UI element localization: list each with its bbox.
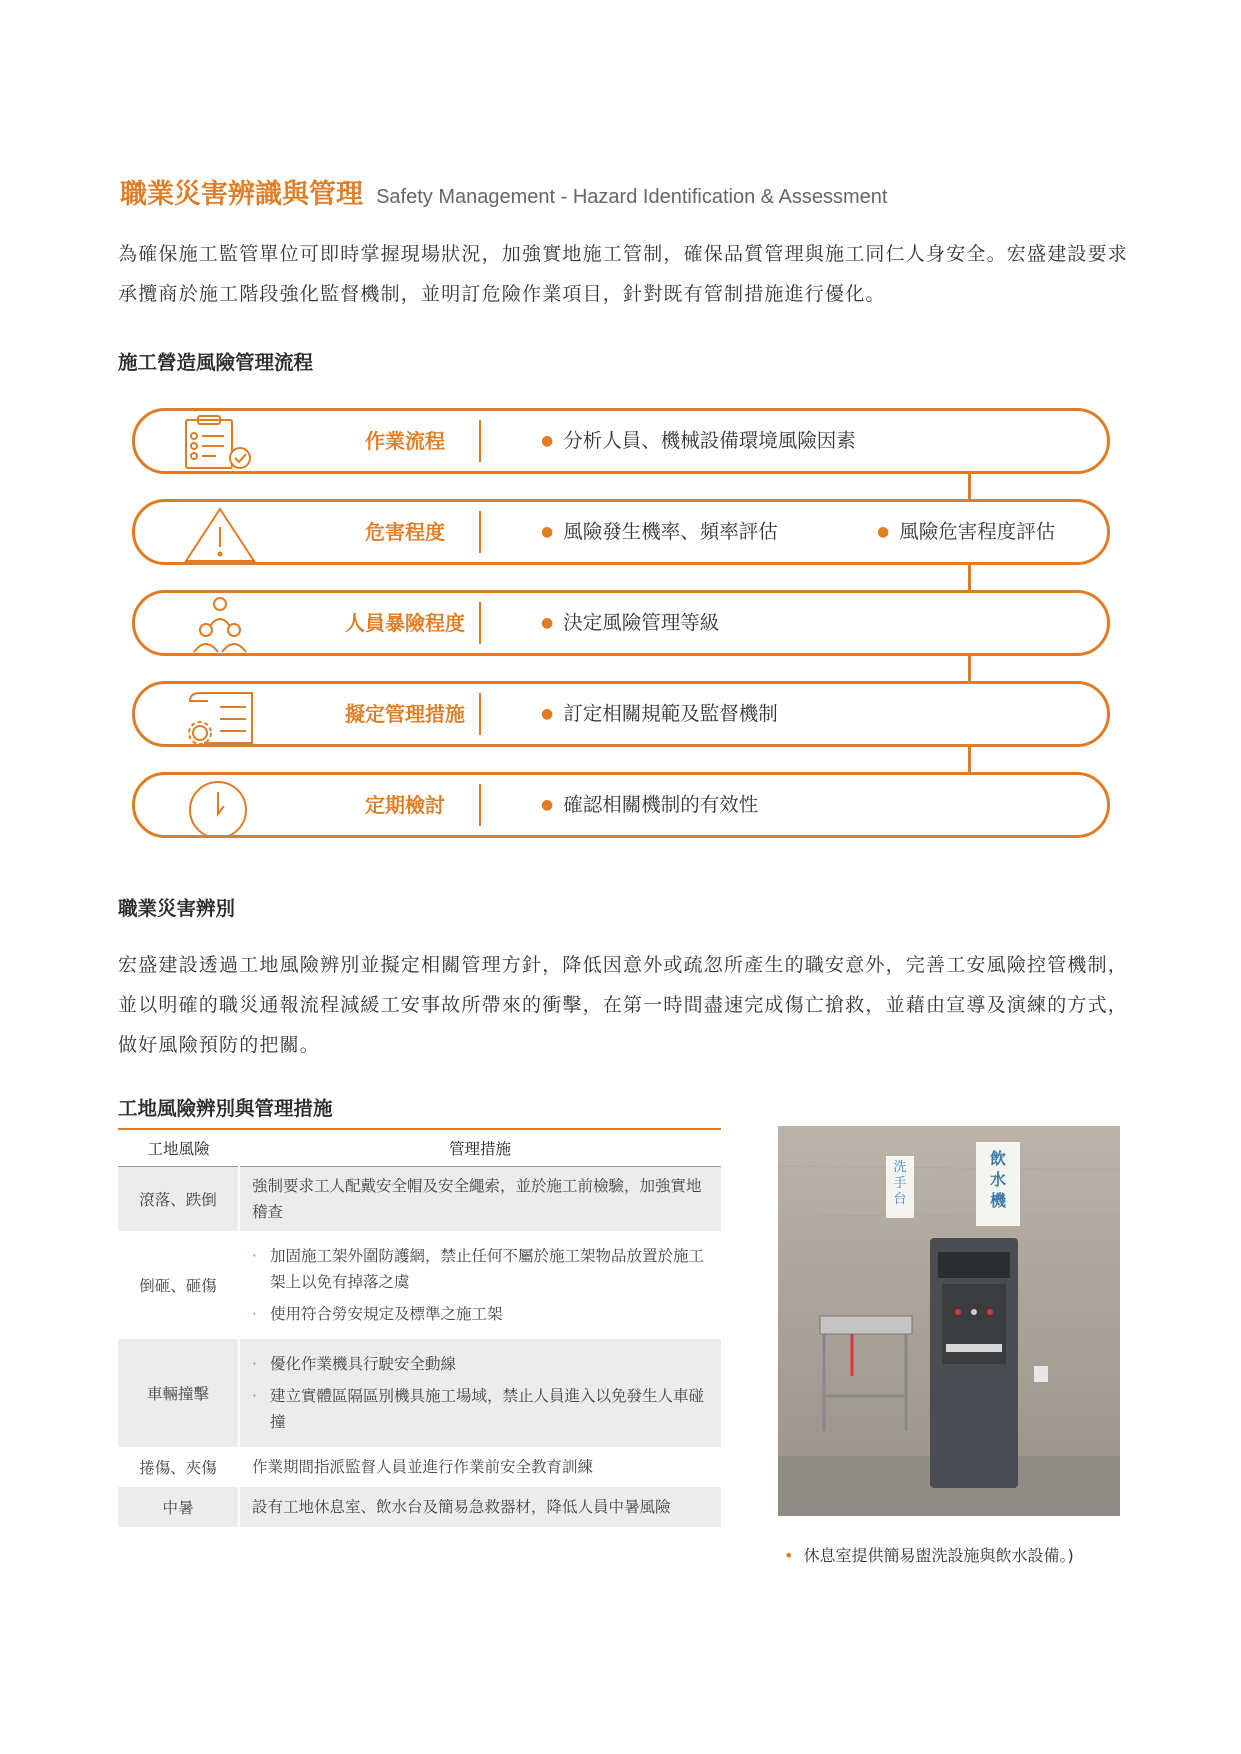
flow-step-item: ● 確認相關機制的有效性 bbox=[541, 793, 759, 816]
hazard-heading: 職業災害辨別 bbox=[118, 897, 236, 920]
flow-step-item: ● 訂定相關規範及監督機制 bbox=[541, 702, 778, 725]
flow-step-item: ● 決定風險管理等級 bbox=[541, 611, 720, 634]
measure-cell bbox=[239, 1339, 721, 1447]
flow-step-item: ● 分析人員、機械設備環境風險因素 bbox=[541, 429, 856, 452]
flow-divider bbox=[479, 420, 481, 462]
flow-step-label: 危害程度 bbox=[365, 520, 445, 544]
flow-step-label: 作業流程 bbox=[365, 429, 445, 453]
clock-icon bbox=[180, 778, 260, 836]
table-row bbox=[118, 1447, 721, 1487]
table-row bbox=[118, 1231, 721, 1339]
measure-cell: 強制要求工人配戴安全帽及安全繩索，並於施工前檢驗，加強實地稽查 bbox=[239, 1167, 721, 1232]
sign-handwash: 洗手台 bbox=[893, 1160, 907, 1207]
risk-cell: 捲傷、夾傷 bbox=[118, 1447, 239, 1487]
flow-divider bbox=[479, 602, 481, 644]
risk-cell: 中暑 bbox=[118, 1487, 239, 1527]
flow-divider bbox=[479, 511, 481, 553]
people-group-icon bbox=[180, 596, 260, 654]
measure-item: · 使用符合勞安規定及標準之施工架 bbox=[252, 1305, 503, 1323]
flow-step-label: 擬定管理措施 bbox=[345, 702, 465, 726]
measure-item: · 加固施工架外圍防護網，禁止任何不屬於施工架物品放置於施工架上以免有掉落之虞 bbox=[252, 1247, 705, 1291]
photo-caption: • 休息室提供簡易盥洗設施與飲水設備。) bbox=[784, 1546, 1074, 1565]
document-gear-icon bbox=[180, 687, 260, 745]
flow-connector bbox=[968, 654, 971, 682]
measure-cell: 設有工地休息室、飲水台及簡易急救器材，降低人員中暑風險 bbox=[239, 1487, 721, 1527]
column-header: 工地風險 bbox=[118, 1129, 239, 1167]
flow-step bbox=[132, 772, 1110, 838]
flow-step bbox=[132, 681, 1110, 747]
risk-cell: 倒砸、砸傷 bbox=[118, 1231, 239, 1339]
flow-connector bbox=[968, 745, 971, 773]
column-header: 管理措施 bbox=[239, 1129, 721, 1167]
table-header-row bbox=[118, 1129, 721, 1167]
rest-area-photo bbox=[778, 1126, 1120, 1516]
sign-water-dispenser: 飲水機 bbox=[989, 1149, 1006, 1210]
flow-step-item: ● 風險危害程度評估 bbox=[877, 520, 1056, 543]
flow-step-label: 人員暴險程度 bbox=[345, 611, 465, 635]
flow-step bbox=[132, 590, 1110, 656]
flow-connector bbox=[968, 472, 971, 500]
flow-step-item: ● 風險發生機率、頻率評估 bbox=[541, 520, 778, 543]
flow-heading: 施工營造風險管理流程 bbox=[118, 351, 314, 374]
measure-item: · 優化作業機具行駛安全動線 bbox=[252, 1355, 457, 1373]
title-english: Safety Management - Hazard Identification & Assessment bbox=[376, 186, 888, 208]
hazard-paragraph: 宏盛建設透過工地風險辨別並擬定相關管理方針，降低因意外或疏忽所產生的職安意外，完善工安風險控管機制，並以明確的職災通報流程減緩工安事故所帶來的衝擊，在第一時間盡速完成傷亡搶救，並藉由宣導及演練的方式，做好風險預防的把關。 bbox=[118, 954, 1129, 1056]
title-chinese: 職業災害辨識與管理 bbox=[120, 179, 363, 210]
risk-cell: 滾落、跌倒 bbox=[118, 1167, 239, 1232]
risk-measures-table bbox=[118, 1128, 721, 1527]
flow-divider bbox=[479, 784, 481, 826]
table-row bbox=[118, 1487, 721, 1527]
flow-step-label: 定期檢討 bbox=[365, 793, 445, 817]
table-row bbox=[118, 1339, 721, 1447]
table-row bbox=[118, 1167, 721, 1232]
flow-step bbox=[132, 499, 1110, 565]
page-title bbox=[120, 172, 887, 211]
table-heading: 工地風險辨別與管理措施 bbox=[118, 1097, 333, 1120]
checklist-icon bbox=[180, 414, 260, 472]
measure-cell: 作業期間指派監督人員並進行作業前安全教育訓練 bbox=[252, 1458, 594, 1476]
measure-cell bbox=[239, 1231, 721, 1339]
intro-paragraph: 為確保施工監管單位可即時掌握現場狀況，加強實地施工管制，確保品質管理與施工同仁人身安全。宏盛建設要求承攬商於施工階段強化監督機制，並明訂危險作業項目，針對既有管制措施進行優化。 bbox=[118, 243, 1129, 305]
warning-triangle-icon bbox=[180, 505, 260, 563]
flow-connector bbox=[968, 563, 971, 591]
risk-cell: 車輛撞擊 bbox=[118, 1339, 239, 1447]
flow-divider bbox=[479, 693, 481, 735]
measure-item: · 建立實體區隔區別機具施工場域，禁止人員進入以免發生人車碰撞 bbox=[252, 1387, 705, 1431]
flow-step bbox=[132, 408, 1110, 474]
